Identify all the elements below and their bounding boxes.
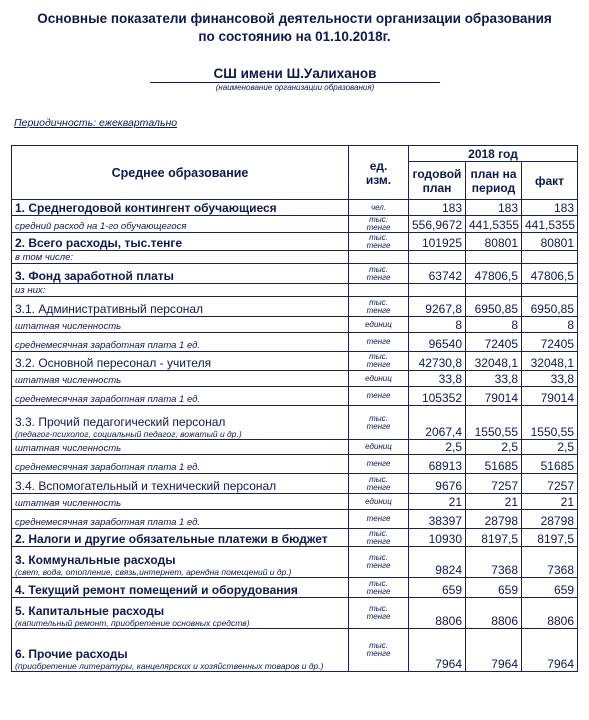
fact-value: 32048,1: [522, 352, 578, 371]
period-plan-value: [466, 251, 522, 264]
row-label: 3.2. Основной пересонал - учителя: [12, 352, 349, 371]
annual-plan-value: 2,5: [409, 440, 466, 455]
row-unit: [349, 578, 409, 598]
row-unit-line1: тыс.: [369, 297, 388, 307]
annual-plan-value: 42730,8: [409, 352, 466, 371]
annual-plan-value: [409, 251, 466, 264]
period-plan-value: 2,5: [466, 440, 522, 455]
row-unit-line1: тыс.: [369, 604, 388, 613]
document-title: Основные показатели финансовой деятельности организации образования: [37, 11, 552, 26]
row-unit: [349, 474, 409, 494]
row-unit-line1: тыс.: [369, 232, 388, 242]
row-unit: [349, 216, 409, 233]
fact-value: 8806: [522, 598, 578, 629]
fact-value: 8: [522, 317, 578, 333]
row-unit-line1: тенге: [366, 337, 391, 346]
row-unit: [349, 406, 409, 440]
row-unit-line1: тыс.: [369, 474, 388, 484]
organization-hint: (наименование организации образования): [215, 83, 375, 92]
fact-value: 33,8: [522, 371, 578, 387]
row-label: штатная численность: [12, 494, 349, 510]
row-unit: [349, 387, 409, 406]
row-unit-line1: тенге: [366, 514, 391, 523]
annual-plan-value: 21: [409, 494, 466, 510]
fact-value: 47806,5: [522, 264, 578, 284]
row-label: 2. Всего расходы, тыс.тенге: [12, 233, 349, 251]
row-unit-line1: тыс.: [369, 413, 388, 423]
row-unit: [349, 264, 409, 284]
row-label: штатная численность: [12, 317, 349, 333]
row-unit-line2: тенге: [366, 421, 391, 431]
table-row: [12, 251, 578, 264]
organization-name: СШ имени Ш.Уалиханов: [150, 66, 440, 83]
period-plan-value: 47806,5: [466, 264, 522, 284]
annual-plan-value: 38397: [409, 510, 466, 529]
row-unit: [349, 251, 409, 264]
row-label: в том числе:: [12, 251, 349, 264]
header-unit-line1: ед.: [369, 158, 388, 173]
row-label: 1. Среднегодовой контингент обучающиеся: [12, 200, 349, 216]
period-plan-value: 21: [466, 494, 522, 510]
row-unit-line1: чел.: [370, 202, 387, 212]
annual-plan-value: 556,9672: [409, 216, 466, 233]
header-annual-plan: [409, 162, 466, 200]
period-plan-value: 33,8: [466, 371, 522, 387]
table-row: [12, 371, 578, 387]
row-label-main: 5. Капитальные расходы: [15, 604, 165, 618]
periodicity-label: Периодичность: ежеквартально: [14, 117, 178, 129]
table-row: [12, 547, 578, 578]
row-unit-line1: тенге: [366, 391, 391, 400]
row-unit-line1: тыс.: [369, 578, 388, 588]
header-fact: факт: [522, 162, 578, 200]
row-unit-line2: тенге: [366, 240, 391, 250]
fact-value: 79014: [522, 387, 578, 406]
period-plan-value: 51685: [466, 455, 522, 474]
table-row: [12, 406, 578, 440]
row-unit-line1: тыс.: [369, 264, 388, 274]
fact-value: 441,5355: [522, 216, 578, 233]
row-unit: [349, 233, 409, 251]
row-label-main: 3. Коммунальные расходы: [15, 553, 176, 567]
header-year: 2018 год: [409, 146, 578, 162]
row-unit-line1: единиц: [365, 373, 392, 383]
annual-plan-value: 183: [409, 200, 466, 216]
table-row: [12, 529, 578, 547]
row-label: среднемесячная заработная плата 1 ед.: [12, 510, 349, 529]
fact-value: 51685: [522, 455, 578, 474]
fact-value: 183: [522, 200, 578, 216]
row-unit-line2: тенге: [366, 305, 391, 315]
row-unit: [349, 371, 409, 387]
header-annual-line2: план: [422, 180, 452, 195]
row-unit-line2: тенге: [366, 272, 391, 282]
annual-plan-value: 659: [409, 578, 466, 598]
row-label: средний расход на 1-го обучающегося: [12, 216, 349, 233]
row-unit: [349, 529, 409, 547]
row-unit: [349, 352, 409, 371]
period-plan-value: 7368: [466, 547, 522, 578]
fact-value: 2,5: [522, 440, 578, 455]
row-label: 2. Налоги и другие обязательные платежи в бюджет: [12, 529, 349, 547]
table-row: [12, 474, 578, 494]
annual-plan-value: 63742: [409, 264, 466, 284]
annual-plan-value: 9676: [409, 474, 466, 494]
table-row: [12, 387, 578, 406]
annual-plan-value: 33,8: [409, 371, 466, 387]
row-label: [12, 598, 349, 629]
row-label: 3.4. Вспомогательный и технический персонал: [12, 474, 349, 494]
row-unit-line1: тенге: [366, 459, 391, 468]
row-unit-line2: тенге: [366, 360, 391, 369]
annual-plan-value: 8: [409, 317, 466, 333]
row-unit: [349, 455, 409, 474]
annual-plan-value: 8806: [409, 598, 466, 629]
header-annual-line1: годовой: [412, 166, 462, 181]
row-label-note: (педагог-психолог, социальный педагог, вожатый и др.): [15, 429, 242, 439]
row-label-main: 3.3. Прочий педагогический персонал: [15, 415, 226, 429]
period-plan-value: 28798: [466, 510, 522, 529]
period-plan-value: 72405: [466, 333, 522, 352]
table-row: [12, 510, 578, 529]
header-period-plan: [466, 162, 522, 200]
row-label-note: (капительный ремонт, приобретение основных средств): [15, 618, 250, 628]
period-plan-value: 7257: [466, 474, 522, 494]
table-row: [12, 297, 578, 317]
fact-value: 7368: [522, 547, 578, 578]
row-label: 3. Фонд заработной платы: [12, 264, 349, 284]
period-plan-value: 659: [466, 578, 522, 598]
table-row: [12, 264, 578, 284]
table-row: [12, 216, 578, 233]
table-row: [12, 440, 578, 455]
row-label: [12, 547, 349, 578]
row-unit-line1: единиц: [365, 442, 392, 451]
period-plan-value: 8197,5: [466, 529, 522, 547]
table-row: [12, 578, 578, 598]
fact-value: 72405: [522, 333, 578, 352]
fact-value: 28798: [522, 510, 578, 529]
table-row: [12, 233, 578, 251]
table-row: [12, 284, 578, 297]
table-row: [12, 598, 578, 629]
fact-value: [522, 284, 578, 297]
period-plan-value: 7964: [466, 629, 522, 672]
row-unit: [349, 440, 409, 455]
row-unit: [349, 510, 409, 529]
period-plan-value: 183: [466, 200, 522, 216]
row-unit: [349, 200, 409, 216]
period-plan-value: 8806: [466, 598, 522, 629]
table-body: [12, 200, 578, 672]
row-unit: [349, 317, 409, 333]
table-row: [12, 455, 578, 474]
row-label: 3.1. Административный персонал: [12, 297, 349, 317]
row-label: среднемесячная заработная плата 1 ед.: [12, 455, 349, 474]
period-plan-value: 1550,55: [466, 406, 522, 440]
row-unit-line1: тыс.: [369, 528, 388, 538]
row-unit: [349, 547, 409, 578]
row-label-note: (свет, вода, отопление, связь,интернет, арендна помещений и др.): [15, 567, 292, 577]
header-period-line1: план на: [470, 166, 517, 181]
row-unit: [349, 629, 409, 672]
row-unit-line1: тыс.: [369, 641, 388, 650]
fact-value: 7257: [522, 474, 578, 494]
fact-value: 80801: [522, 233, 578, 251]
table-row: [12, 629, 578, 672]
fact-value: 8197,5: [522, 529, 578, 547]
fact-value: 7964: [522, 629, 578, 672]
row-unit-line1: тыс.: [369, 553, 388, 562]
annual-plan-value: 105352: [409, 387, 466, 406]
annual-plan-value: 96540: [409, 333, 466, 352]
header-unit-line2: изм.: [365, 172, 392, 187]
row-label-main: 6. Прочие расходы: [15, 647, 128, 661]
period-plan-value: 79014: [466, 387, 522, 406]
row-unit: [349, 333, 409, 352]
period-plan-value: 6950,85: [466, 297, 522, 317]
fact-value: 659: [522, 578, 578, 598]
row-unit: [349, 284, 409, 297]
period-plan-value: [466, 284, 522, 297]
annual-plan-value: 68913: [409, 455, 466, 474]
annual-plan-value: 7964: [409, 629, 466, 672]
table-row: [12, 352, 578, 371]
row-label: [12, 629, 349, 672]
annual-plan-value: 10930: [409, 529, 466, 547]
annual-plan-value: 9824: [409, 547, 466, 578]
row-unit-line1: тыс.: [369, 215, 388, 224]
row-unit-line2: тенге: [366, 536, 391, 546]
row-unit: [349, 297, 409, 317]
row-label-note: (приобретение литературы, канцелярских и хозяйственных товаров и др.): [15, 661, 324, 671]
row-label: 4. Текущий ремонт помещений и оборудования: [12, 578, 349, 598]
annual-plan-value: [409, 284, 466, 297]
annual-plan-value: 101925: [409, 233, 466, 251]
row-unit-line2: тенге: [366, 649, 391, 658]
table-row: [12, 200, 578, 216]
row-unit-line2: тенге: [366, 561, 391, 570]
annual-plan-value: 9267,8: [409, 297, 466, 317]
table-row: [12, 317, 578, 333]
header-main: Среднее образование: [12, 146, 349, 200]
row-label: из них:: [12, 284, 349, 297]
header-unit: [349, 146, 409, 200]
row-label: штатная численность: [12, 371, 349, 387]
fact-value: 6950,85: [522, 297, 578, 317]
period-plan-value: 8: [466, 317, 522, 333]
table-row: [12, 494, 578, 510]
fact-value: 1550,55: [522, 406, 578, 440]
period-plan-value: 80801: [466, 233, 522, 251]
table-row: [12, 333, 578, 352]
document-date: по состоянию на 01.10.2018г.: [198, 29, 391, 44]
period-plan-value: 32048,1: [466, 352, 522, 371]
fact-value: 21: [522, 494, 578, 510]
financial-table: [11, 145, 578, 672]
row-unit: [349, 494, 409, 510]
row-unit-line1: тыс.: [369, 352, 388, 361]
row-label: среднемесячная заработная плата 1 ед.: [12, 333, 349, 352]
row-unit-line2: тенге: [366, 482, 391, 492]
annual-plan-value: 2067,4: [409, 406, 466, 440]
row-unit-line1: единиц: [365, 319, 392, 329]
row-unit-line1: единиц: [365, 496, 392, 506]
period-plan-value: 441,5355: [466, 216, 522, 233]
fact-value: [522, 251, 578, 264]
header-period-line2: период: [471, 180, 516, 195]
row-unit-line2: тенге: [366, 223, 391, 232]
row-label: среднемесячная заработная плата 1 ед.: [12, 387, 349, 406]
row-unit-line2: тенге: [366, 612, 391, 621]
row-label: [12, 406, 349, 440]
row-label: штатная численность: [12, 440, 349, 455]
row-unit-line2: тенге: [366, 586, 391, 596]
row-unit: [349, 598, 409, 629]
